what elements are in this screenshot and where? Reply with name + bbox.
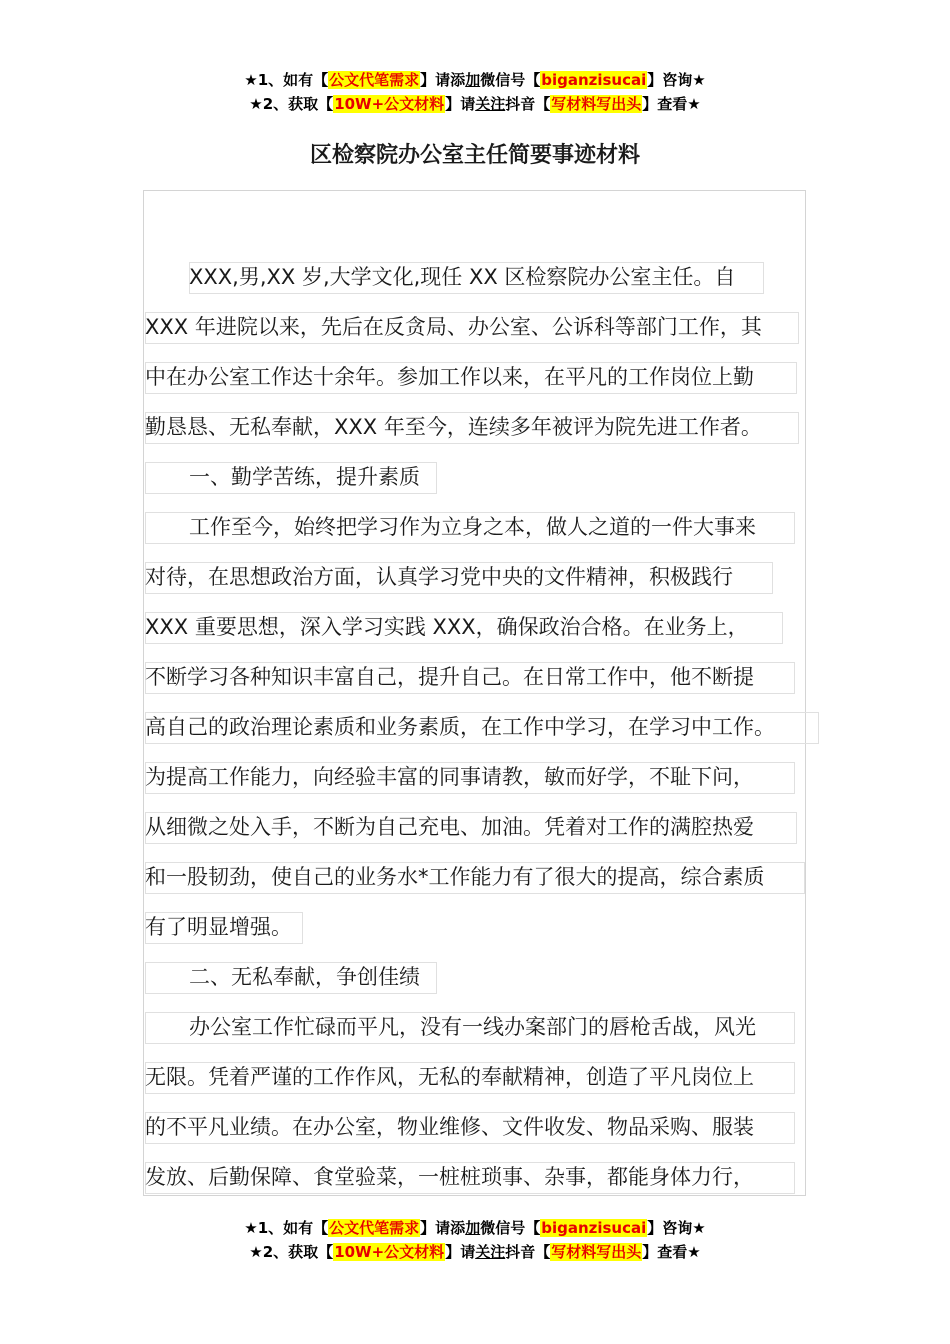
text-line: 办公室工作忙碌而平凡，没有一线办案部门的唇枪舌战，风光 bbox=[145, 1002, 810, 1052]
text-line: 无限。凭着严谨的工作作风，无私的奉献精神，创造了平凡岗位上 bbox=[145, 1052, 810, 1102]
banner-text: 】咨询★ bbox=[647, 1219, 706, 1237]
banner-underline: 加 bbox=[465, 71, 481, 89]
banner-highlight: biganzisucai bbox=[541, 1219, 647, 1237]
text-line: 高自己的政治理论素质和业务素质，在工作中学习，在学习中工作。 bbox=[145, 702, 810, 752]
banner-underline: 关注 bbox=[475, 1243, 506, 1261]
banner-underline: 关注 bbox=[475, 95, 506, 113]
banner-text: 】查看★ bbox=[642, 1243, 701, 1261]
banner-text: 微信号【 bbox=[480, 1219, 541, 1237]
text-line: 勤恳恳、无私奉献，XXX 年至今，连续多年被评为院先进工作者。 bbox=[145, 402, 810, 452]
top-banner bbox=[0, 68, 950, 116]
banner-highlight: 写材料写出头 bbox=[551, 95, 642, 113]
text-line: 不断学习各种知识丰富自己，提升自己。在日常工作中，他不断提 bbox=[145, 652, 810, 702]
banner-text: 】请添 bbox=[420, 1219, 466, 1237]
text-line: XXX 重要思想，深入学习实践 XXX，确保政治合格。在业务上， bbox=[145, 602, 810, 652]
text-line: 从细微之处入手，不断为自己充电、加油。凭着对工作的满腔热爱 bbox=[145, 802, 810, 852]
document-title: 区检察院办公室主任简要事迹材料 bbox=[309, 143, 640, 168]
banner-text: ★1、如有【 bbox=[244, 1219, 329, 1237]
banner-highlight: 10W+公文材料 bbox=[334, 95, 445, 113]
banner-text: 抖音【 bbox=[505, 1243, 551, 1261]
text-line: 为提高工作能力，向经验丰富的同事请教，敏而好学，不耻下问， bbox=[145, 752, 810, 802]
banner-highlight: 写材料写出头 bbox=[551, 1243, 642, 1261]
banner-text: 微信号【 bbox=[480, 71, 541, 89]
bottom-banner bbox=[0, 1216, 950, 1264]
banner-text: 】请 bbox=[445, 1243, 476, 1261]
banner-text: ★1、如有【 bbox=[244, 71, 329, 89]
banner-line-2 bbox=[0, 1240, 950, 1264]
banner-text: 】查看★ bbox=[642, 95, 701, 113]
banner-highlight: 公文代笔需求 bbox=[329, 71, 420, 89]
banner-highlight: 公文代笔需求 bbox=[329, 1219, 420, 1237]
text-line: 中在办公室工作达十余年。参加工作以来，在平凡的工作岗位上勤 bbox=[145, 352, 810, 402]
banner-line-1 bbox=[0, 1216, 950, 1240]
banner-underline: 加 bbox=[465, 1219, 481, 1237]
banner-text: ★2、获取【 bbox=[249, 95, 334, 113]
text-line: XXX 年进院以来，先后在反贪局、办公室、公诉科等部门工作，其 bbox=[145, 302, 810, 352]
text-line: 工作至今，始终把学习作为立身之本，做人之道的一件大事来 bbox=[145, 502, 810, 552]
text-line: 发放、后勤保障、食堂验菜，一桩桩琐事、杂事，都能身体力行， bbox=[145, 1152, 810, 1202]
text-line: 和一股韧劲，使自己的业务水*工作能力有了很大的提高，综合素质 bbox=[145, 852, 810, 902]
text-line: 对待，在思想政治方面，认真学习党中央的文件精神，积极践行 bbox=[145, 552, 810, 602]
text-line: XXX,男,XX 岁,大学文化,现任 XX 区检察院办公室主任。自 bbox=[145, 252, 810, 302]
banner-text: 抖音【 bbox=[505, 95, 551, 113]
banner-text: 】请添 bbox=[420, 71, 466, 89]
banner-text: 】请 bbox=[445, 95, 476, 113]
banner-text: 】咨询★ bbox=[647, 71, 706, 89]
text-line: 的不平凡业绩。在办公室，物业维修、文件收发、物品采购、服装 bbox=[145, 1102, 810, 1152]
section-heading: 二、无私奉献，争创佳绩 bbox=[145, 952, 810, 1002]
banner-highlight: biganzisucai bbox=[541, 71, 647, 89]
banner-text: ★2、获取【 bbox=[249, 1243, 334, 1261]
banner-line-2 bbox=[0, 92, 950, 116]
text-line: 有了明显增强。 bbox=[145, 902, 810, 952]
banner-line-1 bbox=[0, 68, 950, 92]
document-body bbox=[145, 252, 810, 1202]
section-heading: 一、勤学苦练，提升素质 bbox=[145, 452, 810, 502]
banner-highlight: 10W+公文材料 bbox=[334, 1243, 445, 1261]
